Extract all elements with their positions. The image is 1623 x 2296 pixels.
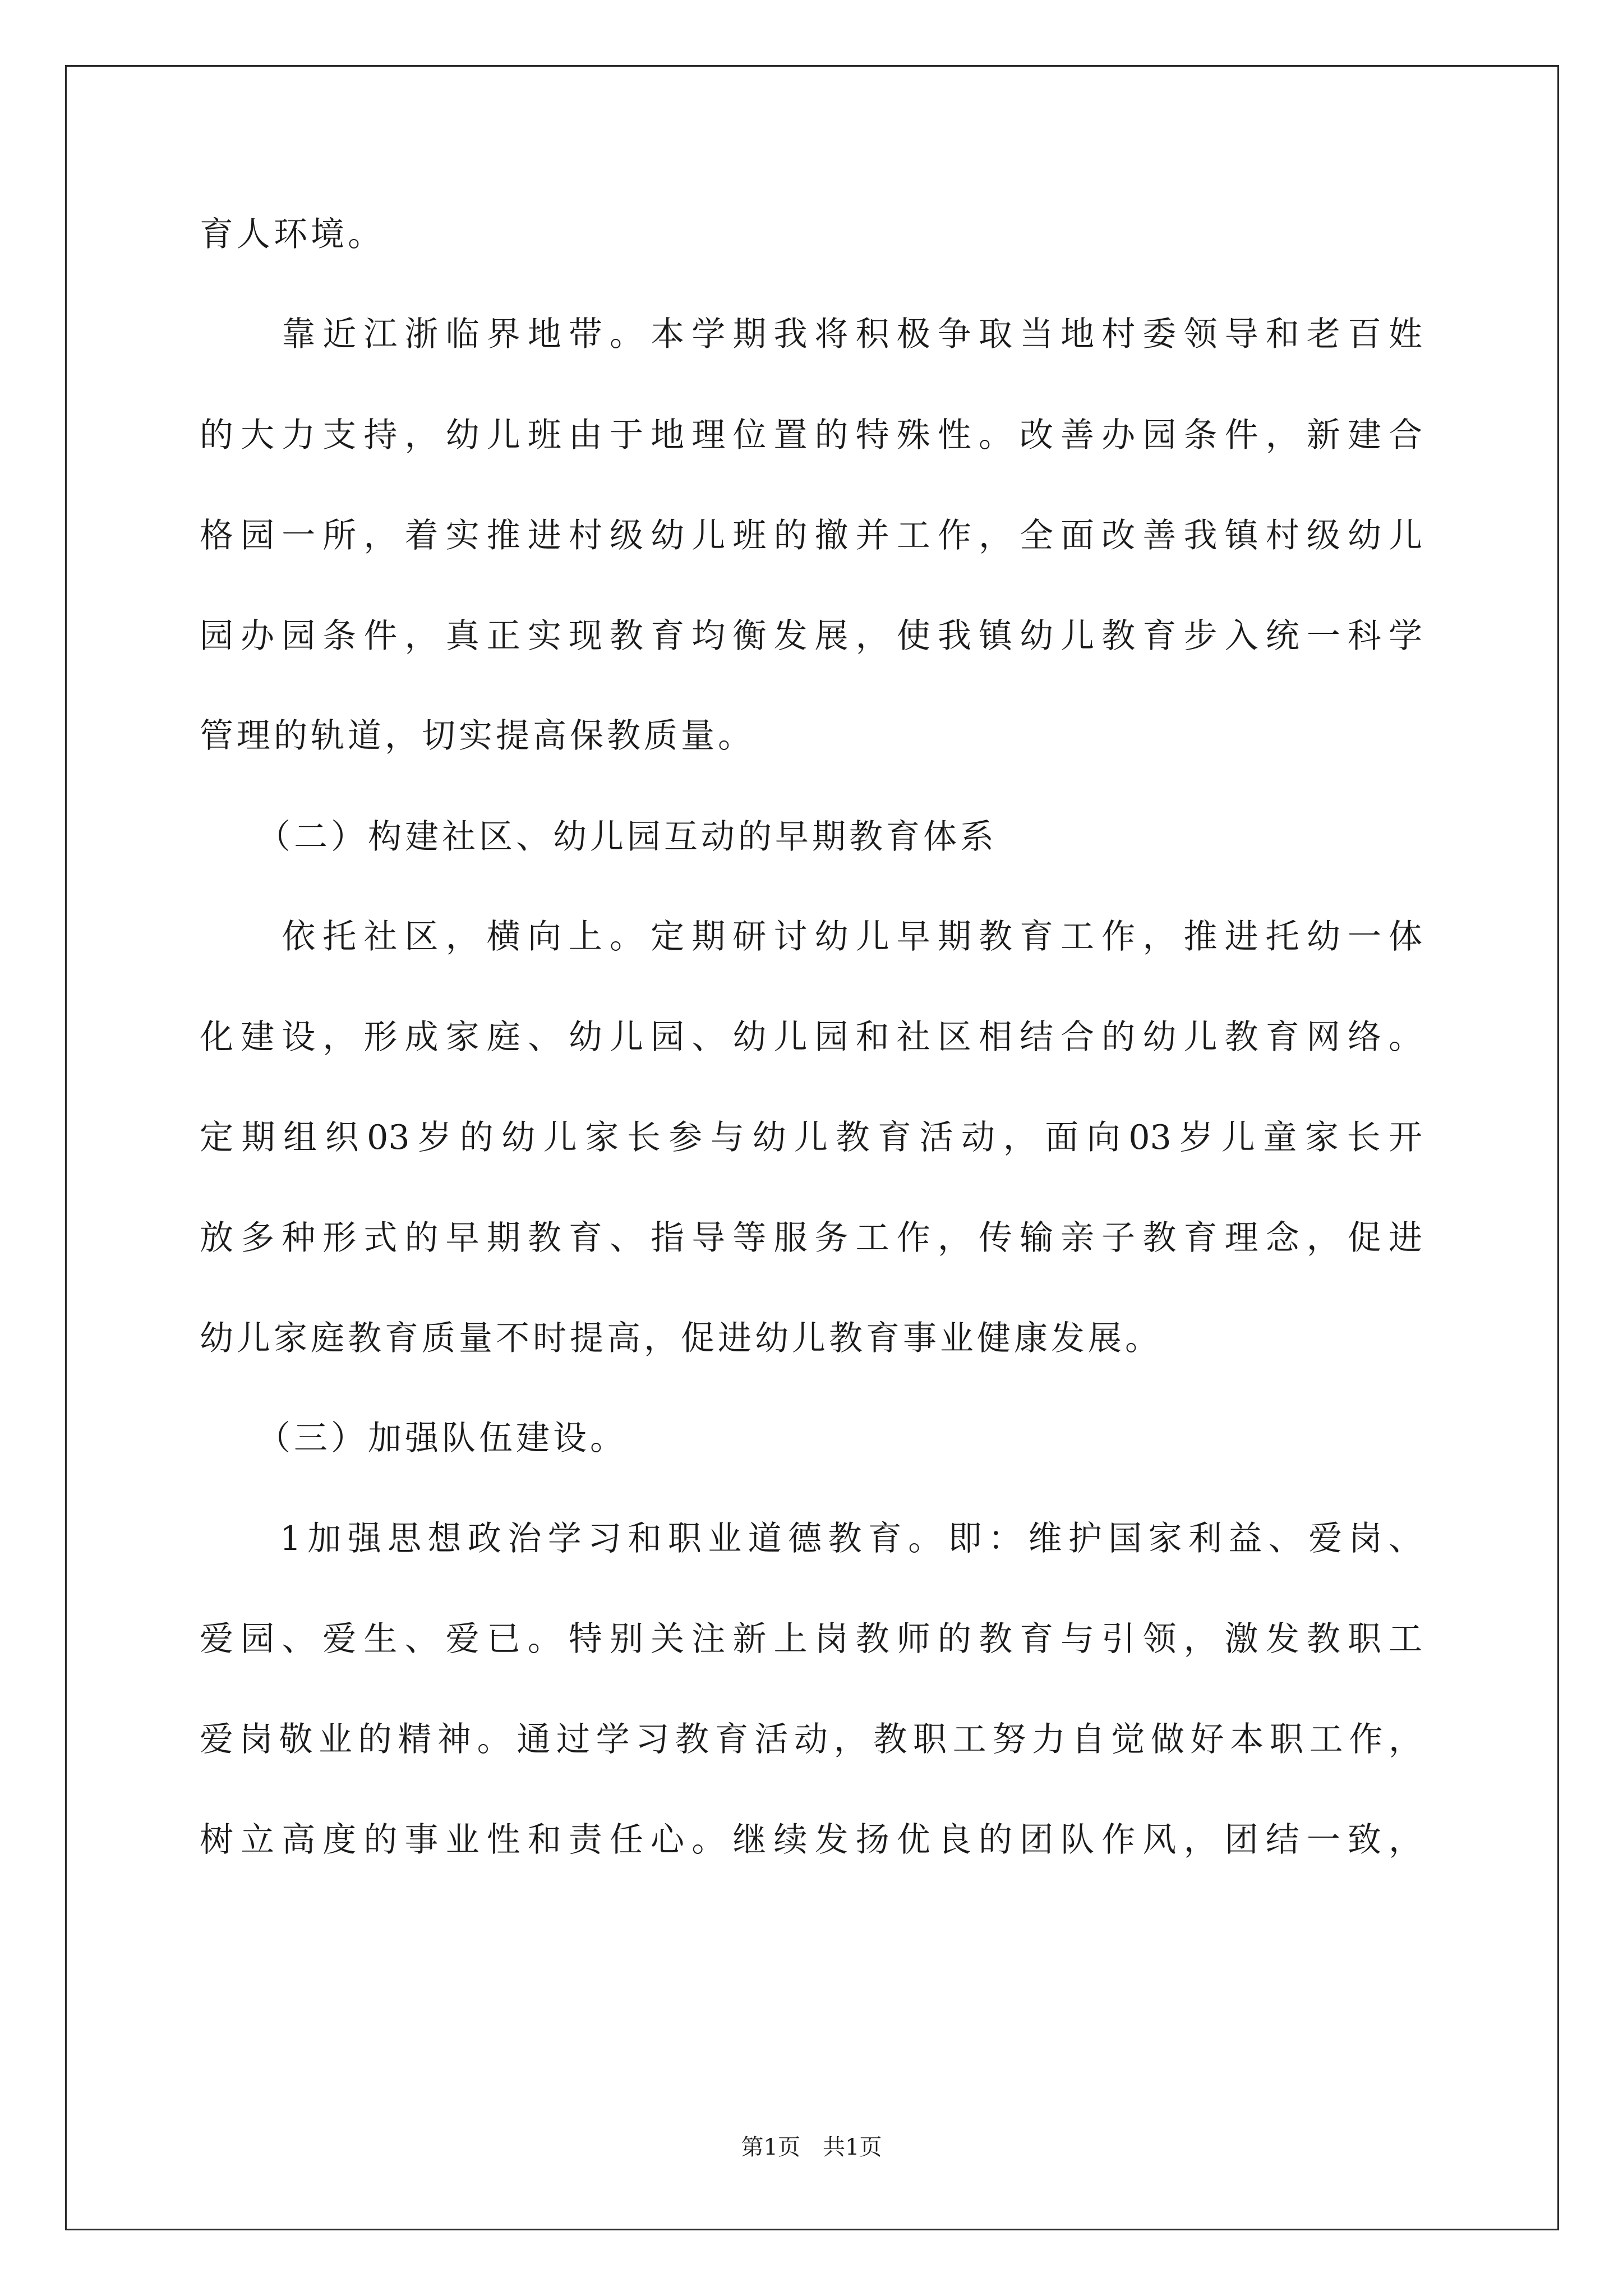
- text-line: 放多种形式的早期教育、指导等服务工作，传输亲子教育理念，促进: [200, 1218, 1422, 1258]
- text-line: 的大力支持，幼儿班由于地理位置的特殊性。改善办园条件，新建合: [200, 416, 1422, 455]
- text-line: 管理的轨道，切实提高保教质量。: [200, 716, 755, 756]
- section-heading: （二）构建社区、幼儿园互动的早期教育体系: [200, 817, 997, 857]
- text-line: 靠近江浙临界地带。本学期我将积极争取当地村委领导和老百姓: [200, 315, 1422, 354]
- text-line: 定期组织03岁的幼儿家长参与幼儿教育活动，面向03岁儿童家长开: [200, 1118, 1422, 1157]
- text-line: 幼儿家庭教育质量不时提高，促进幼儿教育事业健康发展。: [200, 1319, 1162, 1358]
- section-heading: （三）加强队伍建设。: [200, 1419, 627, 1458]
- text-line: 园办园条件，真正实现教育均衡发展，使我镇幼儿教育步入统一科学: [200, 616, 1422, 656]
- page-number-footer: 第1页 共1页: [741, 2134, 882, 2160]
- text-line: 化建设，形成家庭、幼儿园、幼儿园和社区相结合的幼儿教育网络。: [200, 1018, 1422, 1057]
- text-line: 依托社区，横向上。定期研讨幼儿早期教育工作，推进托幼一体: [200, 917, 1422, 956]
- text-line: 格园一所，着实推进村级幼儿班的撤并工作，全面改善我镇村级幼儿: [200, 516, 1422, 555]
- text-line: 爱岗敬业的精神。通过学习教育活动，教职工努力自觉做好本职工作，: [200, 1720, 1422, 1759]
- text-line: 爱园、爱生、爱已。特别关注新上岗教师的教育与引领，激发教职工: [200, 1619, 1422, 1659]
- text-line: 育人环境。: [200, 215, 385, 254]
- text-line: 1加强思想政治学习和职业道德教育。即：维护国家利益、爱岗、: [200, 1519, 1422, 1558]
- text-line: 树立高度的事业性和责任心。继续发扬优良的团队作风，团结一致，: [200, 1820, 1422, 1860]
